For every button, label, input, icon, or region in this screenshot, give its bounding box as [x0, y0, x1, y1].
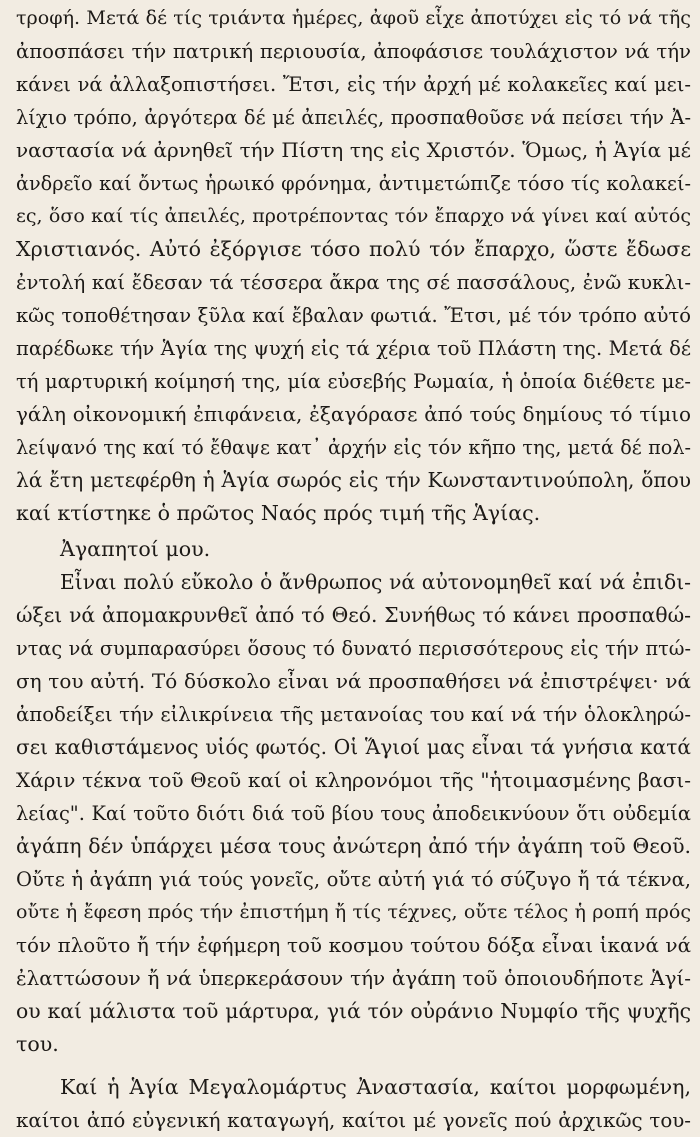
text-line: ναστασία νά ἀρνηθεῖ τήν Πίστη της εἰς Χριστόν. Ὅμως, ἡ Ἁγία μέ — [16, 138, 691, 162]
text-line: ου καί μάλιστα τοῦ μάρτυρα, γιά τόν οὐράνιο Νυμφίο τῆς ψυχῆς — [16, 999, 691, 1023]
text-line: κῶς τοποθέτησαν ξῦλα καί ἔβαλαν φωτιά. Ἔτσι, μέ τόν τρόπο αὐτό — [16, 304, 691, 327]
text-line: ἀποδείξει τήν εἰλικρίνεια τῆς μετανοίας του καί νά τήν ὁλοκληρώ- — [16, 703, 691, 726]
text-line: γάλη οἰκονομική ἐπιφάνεια, ἐξαγόρασε ἀπό τούς δημίους τό τίμιο — [16, 402, 691, 426]
text-line: Χριστιανός. Αὐτό ἐξόργισε τόσο πολύ τόν ἔπαρχο, ὥστε ἔδωσε — [16, 237, 691, 261]
text-line: ἐντολή καί ἔδεσαν τά τέσσερα ἄκρα της σέ πασσάλους, ἐνῶ κυκλι- — [16, 271, 691, 294]
text-line: Χάριν τέκνα τοῦ Θεοῦ καί οἱ κληρονόμοι τῆς "ἡτοιμασμένης βασι- — [16, 768, 691, 792]
text-line: Οὔτε ἡ ἀγάπη γιά τούς γονεῖς, οὔτε αὐτή γιά τό σύζυγο ἤ τά τέκνα, — [16, 868, 691, 891]
text-line: ἀποσπάσει τήν πατρική περιουσία, ἀποφάσισε τουλάχιστον νά τήν — [16, 40, 691, 63]
text-line: Καί ἡ Ἁγία Μεγαλομάρτυς Ἀναστασία, καίτοι μορφωμένη, — [60, 1075, 691, 1099]
text-line: ἐλαττώσουν ἤ νά ὑπερκεράσουν τήν ἀγάπη τοῦ ὁποιουδήποτε Ἁγί- — [16, 967, 691, 990]
text-line: Ἀγαπητοί μου. — [60, 537, 211, 561]
text-line: ση του αὐτή. Τό δύσκολο εἶναι νά προσπαθήσει νά ἐπιστρέψει· νά — [16, 669, 691, 693]
text-line: λά ἔτη μετεφέρθη ἡ Ἁγία σωρός εἰς τήν Κωνσταντινούπολη, ὅπου — [16, 468, 691, 492]
text-line: ώξει νά ἀπομακρυνθεῖ ἀπό τό Θεό. Συνήθως τό κάνει προσπαθώ- — [16, 603, 691, 627]
text-line: τροφή. Μετά δέ τίς τριάντα ἡμέρες, ἀφοῦ εἶχε ἀποτύχει εἰς τό νά τῆς — [16, 7, 691, 29]
text-line: οὔτε ἡ ἔφεση πρός τήν ἐπιστήμη ἤ τίς τέχνες, οὔτε τέλος ἡ ροπή πρός — [16, 901, 691, 923]
text-line: σει καθιστάμενος υἱός φωτός. Οἱ Ἅγιοί μας εἶναι τά γνήσια κατά — [16, 735, 691, 759]
text-line: ες, ὅσο καί τίς ἀπειλές, προτρέποντας τόν ἔπαρχο νά γίνει καί αὐτός — [16, 205, 691, 227]
text-line: λίχιο τρόπο, ἀργότερα δέ μέ ἀπειλές, προσπαθοῦσε νά πείσει τήν Ἀ- — [16, 106, 691, 129]
text-line: καίτοι ἀπό εὐγενική καταγωγή, καίτοι μέ γονεῖς πού ἀρχικῶς του- — [16, 1109, 691, 1132]
text-line: τόν πλοῦτο ἤ τήν ἐφήμερη τοῦ κοσμου τούτου δόξα εἶναι ἱκανά νά — [16, 934, 691, 957]
text-line: καί κτίστηκε ὁ πρῶτος Ναός πρός τιμή τῆς Ἁγίας. — [16, 501, 541, 525]
text-line: λείας". Καί τοῦτο διότι διά τοῦ βίου τους ἀποδεικνύουν ὅτι οὐδεμία — [16, 802, 691, 825]
text-line: λείψανό της καί τό ἔθαψε κατ᾽ ἀρχήν εἰς τόν κῆπο της, μετά δέ πολ- — [16, 436, 691, 459]
text-line: ἀνδρεῖο καί ὄντως ἡρωικό φρόνημα, ἀντιμετώπιζε τόσο τίς κολακεί- — [16, 172, 691, 195]
text-line: παρέδωκε τήν Ἁγία της ψυχή εἰς τά χέρια τοῦ Πλάστη της. Μετά δέ — [16, 337, 691, 360]
text-line: τή μαρτυρική κοίμησή της, μία εὐσεβής Ρωμαία, ἡ ὁποία διέθετε με- — [16, 370, 691, 393]
text-line: ἀγάπη δέν ὑπάρχει μέσα τους ἀνώτερη ἀπό τήν ἀγάπη τοῦ Θεοῦ. — [16, 834, 691, 858]
text-line: ντας νά συμπαρασύρει ὅσους τό δυνατό περισσότερους εἰς τήν πτώ- — [16, 637, 691, 660]
text-line: του. — [16, 1032, 59, 1056]
text-line: κάνει νά ἀλλαξοπιστήσει. Ἔτσι, εἰς τήν ἀρχή μέ κολακεῖες καί μει- — [16, 73, 691, 96]
text-line: Εἶναι πολύ εὔκολο ὁ ἄνθρωπος νά αὐτονομηθεῖ καί νά ἐπιδι- — [60, 570, 691, 594]
